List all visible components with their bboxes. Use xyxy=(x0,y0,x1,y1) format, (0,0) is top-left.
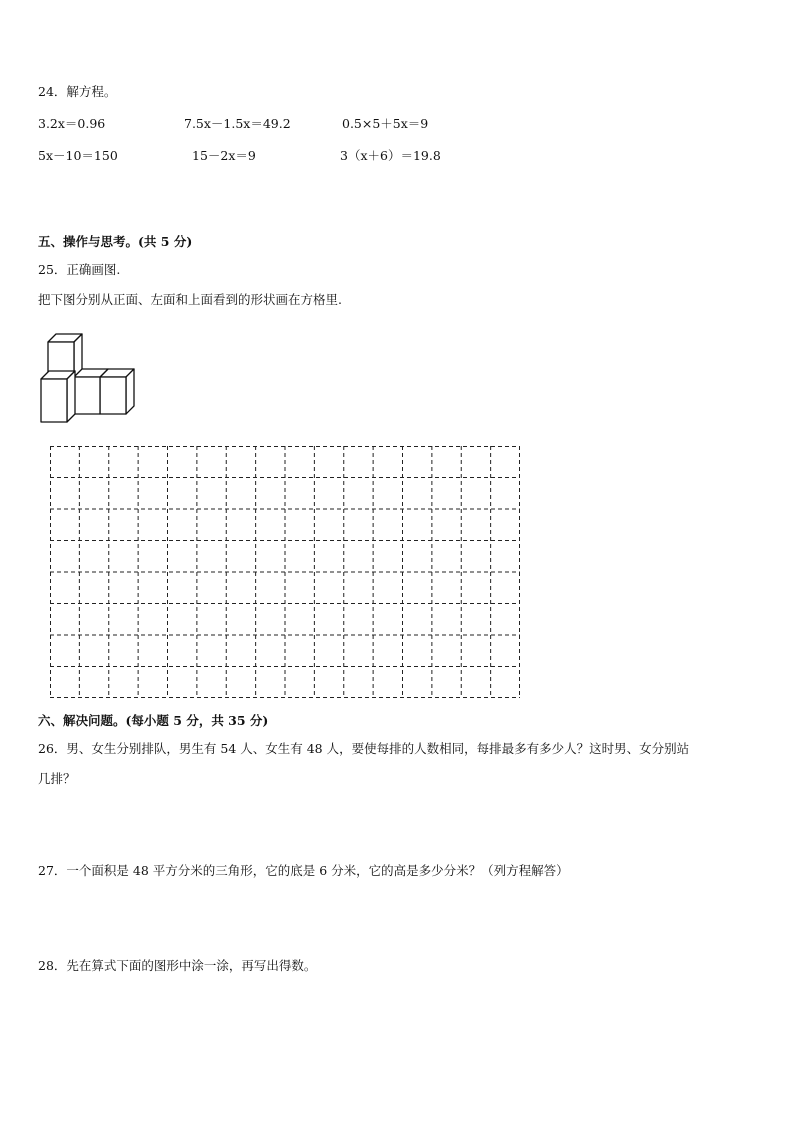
q28-text: 28．先在算式下面的图形中涂一涂，再写出得数。 xyxy=(38,958,317,973)
cube-stack-figure xyxy=(38,330,138,426)
q24-title: 24．解方程。 xyxy=(38,84,117,99)
equation-3: 0.5×5＋5x＝9 xyxy=(342,116,429,131)
q27-text: 27．一个面积是 48 平方分米的三角形，它的底是 6 分米，它的高是多少分米？（列方程解答） xyxy=(38,863,569,878)
equation-4: 5x－10＝150 xyxy=(38,148,118,163)
drawing-grid[interactable] xyxy=(50,446,520,698)
equation-1: 3.2x＝0.96 xyxy=(38,116,106,131)
section5-heading: 五、操作与思考。(共 5 分) xyxy=(38,234,193,249)
q26-line1: 26．男、女生分别排队，男生有 54 人、女生有 48 人，要使每排的人数相同，每排最多有多少人？这时男、女分别站 xyxy=(38,741,690,756)
q25-title: 25．正确画图. xyxy=(38,262,121,277)
cube-right xyxy=(100,369,134,414)
equation-5: 15－2x＝9 xyxy=(192,148,256,163)
equation-2: 7.5x－1.5x＝49.2 xyxy=(184,116,291,131)
cube-left xyxy=(41,371,75,422)
q25-instruction: 把下图分别从正面、左面和上面看到的形状画在方格里. xyxy=(38,292,342,307)
section6-heading: 六、解决问题。(每小题 5 分，共 35 分) xyxy=(38,713,269,728)
equation-6: 3（x＋6）＝19.8 xyxy=(340,148,441,163)
q26-line2: 几排？ xyxy=(38,771,76,786)
